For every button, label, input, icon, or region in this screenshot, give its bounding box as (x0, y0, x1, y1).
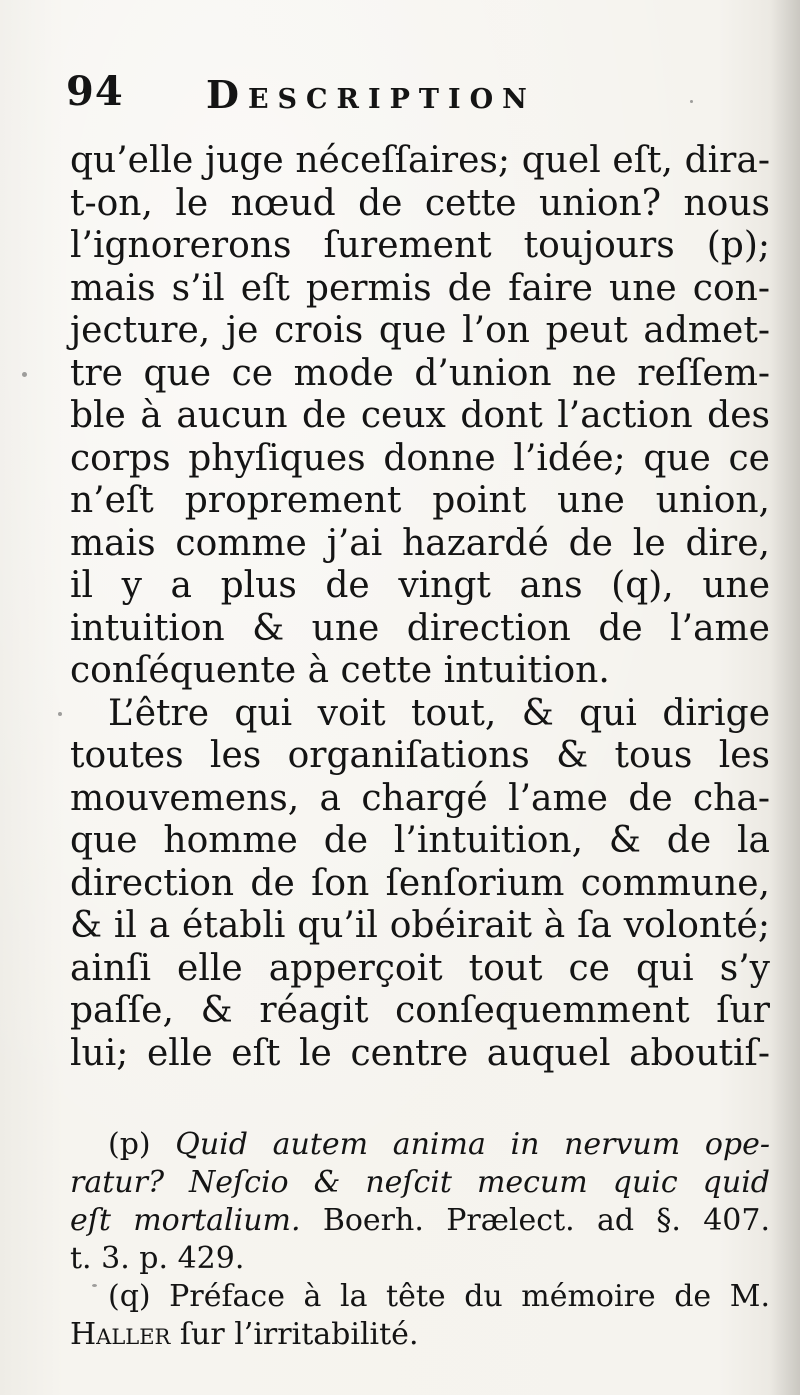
page-number: 94 (66, 68, 124, 115)
footnote-p-quote: eſt mortalium. (70, 1203, 301, 1238)
text-line: mais s’il eſt permis de faire une con- (70, 267, 770, 309)
footnote-p-line (70, 1164, 770, 1202)
footnotes (70, 1126, 770, 1354)
page-edge-shadow (770, 0, 800, 1395)
ink-speck (690, 100, 693, 103)
footnote-p-line: t. 3. p. 429. (70, 1241, 245, 1276)
text-line: que homme de l’intuition, & de la (70, 820, 770, 861)
text-line: lui; elle eſt le centre auquel aboutiſ- (70, 1032, 770, 1074)
text-line: toutes les organiſations & tous les (70, 735, 770, 776)
footnote-q: (q) Préface à la tête du mémoire de M. (108, 1279, 770, 1314)
text-line: t-on, le nœud de cette union? nous (70, 182, 770, 224)
text-line: paſſe, & réagit conſequemment ſur (70, 990, 770, 1031)
text-line: qu’elle juge néceſſaires; quel eſt, dira- (70, 140, 770, 181)
ink-speck (92, 1284, 97, 1287)
text-line: n’eſt proprement point une union, (70, 480, 770, 521)
footnote-q-line (70, 1316, 770, 1354)
ink-speck (22, 372, 27, 377)
footnote-q-rest: ſur l’irritabilité. (170, 1317, 419, 1352)
text-line: & il a établi qu’il obéirait à ſa volonté; (70, 905, 770, 946)
ink-speck (58, 712, 62, 716)
footnote-p-citation: Boerh. Prælect. ad §. 407. (300, 1203, 770, 1238)
text-line: intuition & une direction de l’ame (70, 607, 770, 649)
text-line: l’ignorerons ſurement toujours (p); (70, 225, 770, 266)
running-head: Description (206, 72, 536, 117)
text-line: tre que ce mode d’union ne reſſem- (70, 352, 770, 394)
page-header (66, 68, 740, 128)
footnote-p-line (70, 1202, 770, 1240)
author-name: Haller (70, 1317, 171, 1352)
text-line: direction de ſon ſenſorium commune, (70, 862, 770, 904)
text-line: corps phyſiques donne l’idée; que ce (70, 437, 770, 479)
text-line: mouvemens, a chargé l’ame de cha- (70, 777, 770, 819)
footnote-p (70, 1126, 770, 1164)
text-line: ble à aucun de ceux dont l’action des (70, 395, 770, 436)
text-line: L’être qui voit tout, & qui dirige (108, 692, 770, 734)
footnote-p-quote: ratur? Neſcio & neſcit mecum quic quid (70, 1165, 770, 1200)
text-line: ainſi elle apperçoit tout ce qui s’y (70, 947, 770, 989)
text-line: conſéquente à cette intuition. (70, 650, 610, 691)
text-line: jecture, je crois que l’on peut admet- (70, 310, 770, 351)
body-text (70, 140, 770, 1075)
text-line: il y a plus de vingt ans (q), une (70, 565, 770, 606)
text-line: mais comme j’ai hazardé de le dire, (70, 522, 770, 564)
footnote-p-quote: Quid autem anima in nervum ope- (175, 1127, 770, 1162)
footnote-p-marker: (p) (108, 1127, 176, 1162)
